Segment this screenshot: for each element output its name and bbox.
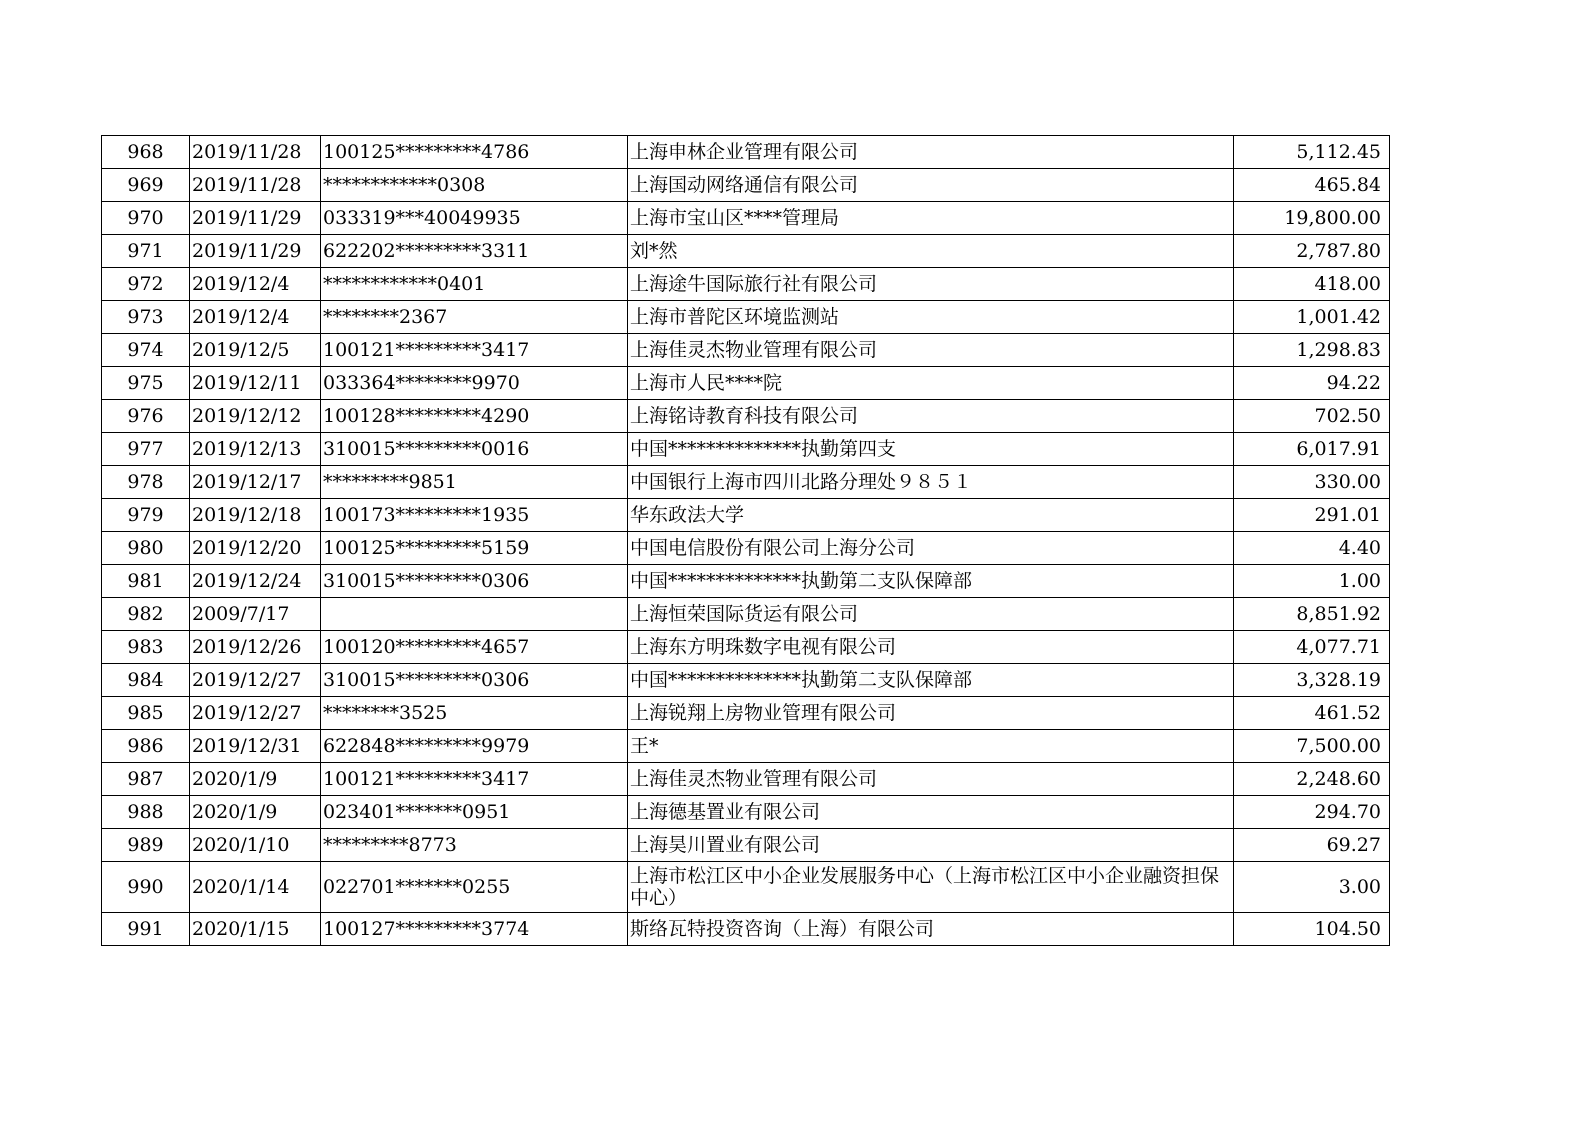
row-account: ********2367 — [321, 301, 628, 334]
row-name: 上海铭诗教育科技有限公司 — [628, 400, 1234, 433]
table-row — [102, 301, 1390, 334]
table-row — [102, 499, 1390, 532]
row-number: 974 — [102, 334, 190, 367]
records-table — [101, 135, 1390, 946]
row-account: 100128*********4290 — [321, 400, 628, 433]
row-name: 上海佳灵杰物业管理有限公司 — [628, 763, 1234, 796]
row-date: 2020/1/14 — [190, 862, 321, 913]
row-number: 976 — [102, 400, 190, 433]
row-number: 987 — [102, 763, 190, 796]
row-account: 622848*********9979 — [321, 730, 628, 763]
row-amount: 6,017.91 — [1234, 433, 1390, 466]
row-account: *********9851 — [321, 466, 628, 499]
row-account: 022701*******0255 — [321, 862, 628, 913]
row-date: 2020/1/10 — [190, 829, 321, 862]
row-amount: 2,787.80 — [1234, 235, 1390, 268]
row-account: 100121*********3417 — [321, 763, 628, 796]
row-date: 2019/12/4 — [190, 301, 321, 334]
row-date: 2019/11/29 — [190, 235, 321, 268]
row-account: 033319***40049935 — [321, 202, 628, 235]
row-account: 310015*********0306 — [321, 664, 628, 697]
row-number: 968 — [102, 136, 190, 169]
row-name: 上海市普陀区环境监测站 — [628, 301, 1234, 334]
row-account: 100125*********5159 — [321, 532, 628, 565]
row-date: 2019/12/18 — [190, 499, 321, 532]
row-name: 中国电信股份有限公司上海分公司 — [628, 532, 1234, 565]
row-number: 971 — [102, 235, 190, 268]
row-name: 上海德基置业有限公司 — [628, 796, 1234, 829]
row-amount: 418.00 — [1234, 268, 1390, 301]
row-amount: 5,112.45 — [1234, 136, 1390, 169]
table-row — [102, 136, 1390, 169]
row-name: 刘*然 — [628, 235, 1234, 268]
row-amount: 294.70 — [1234, 796, 1390, 829]
row-number: 991 — [102, 913, 190, 946]
row-number: 979 — [102, 499, 190, 532]
row-amount: 461.52 — [1234, 697, 1390, 730]
row-amount: 4,077.71 — [1234, 631, 1390, 664]
row-name: 中国**************执勤第二支队保障部 — [628, 565, 1234, 598]
table-row — [102, 664, 1390, 697]
row-account: 033364********9970 — [321, 367, 628, 400]
table-row — [102, 367, 1390, 400]
row-name: 上海申林企业管理有限公司 — [628, 136, 1234, 169]
row-number: 983 — [102, 631, 190, 664]
row-name: 中国**************执勤第四支 — [628, 433, 1234, 466]
row-amount: 8,851.92 — [1234, 598, 1390, 631]
table-row — [102, 268, 1390, 301]
table-row — [102, 433, 1390, 466]
row-number: 972 — [102, 268, 190, 301]
row-name: 上海国动网络通信有限公司 — [628, 169, 1234, 202]
row-date: 2020/1/15 — [190, 913, 321, 946]
row-amount: 104.50 — [1234, 913, 1390, 946]
row-number: 975 — [102, 367, 190, 400]
row-name: 上海市松江区中小企业发展服务中心（上海市松江区中小企业融资担保中心） — [628, 862, 1234, 913]
row-date: 2019/11/28 — [190, 136, 321, 169]
row-account: 310015*********0016 — [321, 433, 628, 466]
row-number: 982 — [102, 598, 190, 631]
row-date: 2019/12/5 — [190, 334, 321, 367]
table-row — [102, 730, 1390, 763]
row-number: 984 — [102, 664, 190, 697]
row-account: 100125*********4786 — [321, 136, 628, 169]
row-amount: 3.00 — [1234, 862, 1390, 913]
table-row — [102, 466, 1390, 499]
table-row — [102, 763, 1390, 796]
row-account: 310015*********0306 — [321, 565, 628, 598]
table-row — [102, 565, 1390, 598]
row-name: 上海市宝山区****管理局 — [628, 202, 1234, 235]
row-account: *********8773 — [321, 829, 628, 862]
row-amount: 1.00 — [1234, 565, 1390, 598]
table-row — [102, 796, 1390, 829]
row-name: 上海东方明珠数字电视有限公司 — [628, 631, 1234, 664]
row-name: 上海锐翔上房物业管理有限公司 — [628, 697, 1234, 730]
table-row — [102, 598, 1390, 631]
records-table-body — [102, 136, 1390, 946]
row-number: 988 — [102, 796, 190, 829]
table-row — [102, 862, 1390, 913]
row-amount: 69.27 — [1234, 829, 1390, 862]
row-name: 上海市人民****院 — [628, 367, 1234, 400]
row-date: 2019/12/17 — [190, 466, 321, 499]
row-number: 986 — [102, 730, 190, 763]
table-row — [102, 532, 1390, 565]
row-name: 华东政法大学 — [628, 499, 1234, 532]
row-amount: 291.01 — [1234, 499, 1390, 532]
row-name: 中国银行上海市四川北路分理处９８５１ — [628, 466, 1234, 499]
row-amount: 465.84 — [1234, 169, 1390, 202]
row-account: 100121*********3417 — [321, 334, 628, 367]
row-date: 2019/12/11 — [190, 367, 321, 400]
table-row — [102, 631, 1390, 664]
row-number: 977 — [102, 433, 190, 466]
row-number: 969 — [102, 169, 190, 202]
row-account: 100127*********3774 — [321, 913, 628, 946]
table-row — [102, 829, 1390, 862]
row-date: 2019/12/4 — [190, 268, 321, 301]
row-name: 斯络瓦特投资咨询（上海）有限公司 — [628, 913, 1234, 946]
row-account: 023401*******0951 — [321, 796, 628, 829]
row-amount: 4.40 — [1234, 532, 1390, 565]
row-name: 中国**************执勤第二支队保障部 — [628, 664, 1234, 697]
row-number: 990 — [102, 862, 190, 913]
row-account — [321, 598, 628, 631]
row-amount: 7,500.00 — [1234, 730, 1390, 763]
row-date: 2019/12/13 — [190, 433, 321, 466]
row-date: 2019/12/27 — [190, 664, 321, 697]
row-amount: 1,001.42 — [1234, 301, 1390, 334]
row-date: 2019/12/26 — [190, 631, 321, 664]
row-amount: 702.50 — [1234, 400, 1390, 433]
table-row — [102, 169, 1390, 202]
row-date: 2019/12/24 — [190, 565, 321, 598]
row-number: 978 — [102, 466, 190, 499]
row-number: 980 — [102, 532, 190, 565]
row-amount: 330.00 — [1234, 466, 1390, 499]
row-name: 上海昊川置业有限公司 — [628, 829, 1234, 862]
row-date: 2019/12/27 — [190, 697, 321, 730]
row-amount: 3,328.19 — [1234, 664, 1390, 697]
row-date: 2020/1/9 — [190, 763, 321, 796]
row-date: 2019/12/20 — [190, 532, 321, 565]
row-account: 100120*********4657 — [321, 631, 628, 664]
row-number: 989 — [102, 829, 190, 862]
row-date: 2020/1/9 — [190, 796, 321, 829]
row-account: ************0401 — [321, 268, 628, 301]
table-row — [102, 202, 1390, 235]
row-account: 100173*********1935 — [321, 499, 628, 532]
row-name: 上海途牛国际旅行社有限公司 — [628, 268, 1234, 301]
row-name: 上海佳灵杰物业管理有限公司 — [628, 334, 1234, 367]
table-row — [102, 235, 1390, 268]
row-number: 970 — [102, 202, 190, 235]
row-date: 2019/11/29 — [190, 202, 321, 235]
row-account: 622202*********3311 — [321, 235, 628, 268]
table-row — [102, 913, 1390, 946]
row-date: 2019/11/28 — [190, 169, 321, 202]
row-number: 973 — [102, 301, 190, 334]
row-name: 王* — [628, 730, 1234, 763]
table-row — [102, 400, 1390, 433]
row-account: ************0308 — [321, 169, 628, 202]
row-number: 981 — [102, 565, 190, 598]
row-amount: 94.22 — [1234, 367, 1390, 400]
row-amount: 2,248.60 — [1234, 763, 1390, 796]
table-row — [102, 334, 1390, 367]
row-amount: 19,800.00 — [1234, 202, 1390, 235]
row-date: 2009/7/17 — [190, 598, 321, 631]
row-name: 上海恒荣国际货运有限公司 — [628, 598, 1234, 631]
row-date: 2019/12/31 — [190, 730, 321, 763]
table-row — [102, 697, 1390, 730]
row-date: 2019/12/12 — [190, 400, 321, 433]
row-amount: 1,298.83 — [1234, 334, 1390, 367]
row-account: ********3525 — [321, 697, 628, 730]
row-number: 985 — [102, 697, 190, 730]
